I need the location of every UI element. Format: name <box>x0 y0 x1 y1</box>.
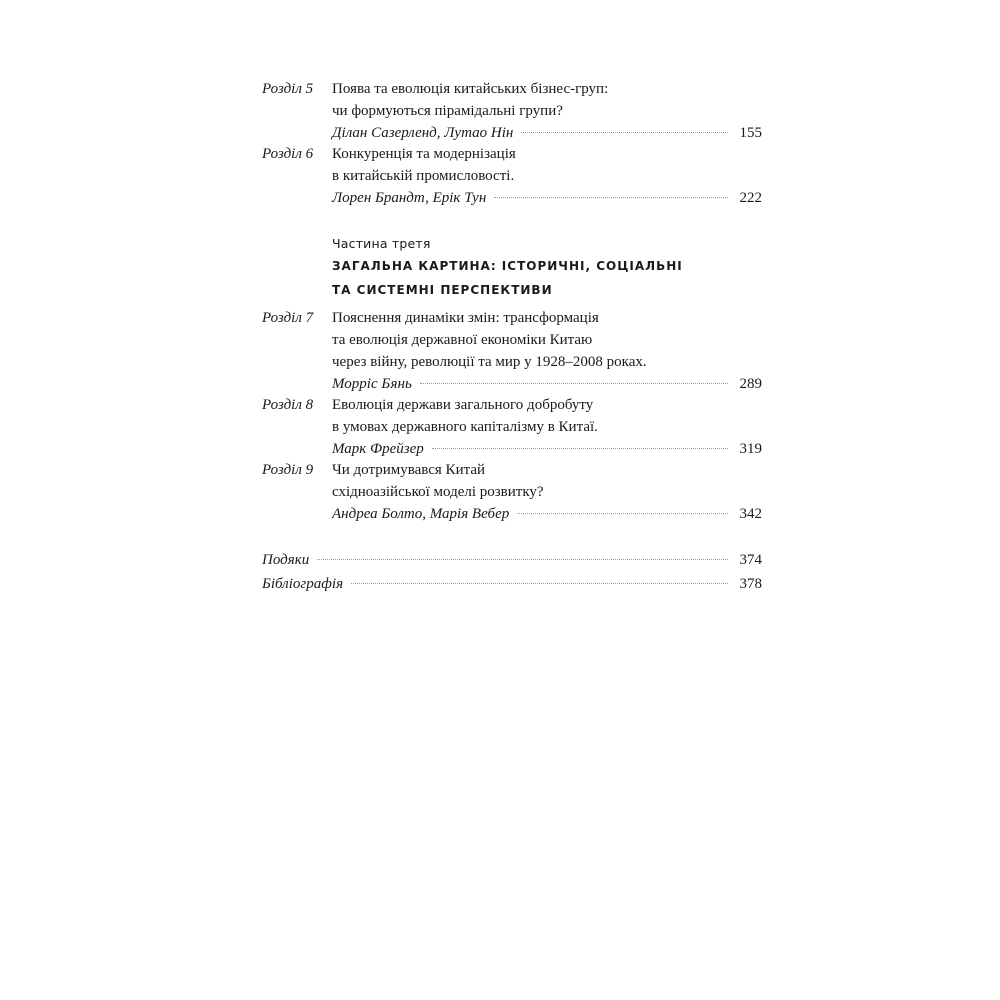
toc-entry-bibliography[interactable] <box>262 573 762 595</box>
chapter-title-line: через війну, революції та мир у 1928–2008 роках. <box>332 354 647 370</box>
chapter-body <box>332 459 762 525</box>
toc-entry-chapter-6[interactable] <box>262 143 762 209</box>
page-number: 319 <box>739 441 762 457</box>
chapter-author-row <box>332 503 762 525</box>
chapter-title-line: східноазійської моделі розвитку? <box>332 484 544 500</box>
dot-leader <box>351 583 728 584</box>
chapter-authors: Марк Фрейзер <box>332 441 424 457</box>
chapter-title-line: в умовах державного капіталізму в Китаї. <box>332 419 598 435</box>
chapter-author-row <box>332 438 762 460</box>
chapter-title-line: Поява та еволюція китайських бізнес-груп: <box>332 81 609 97</box>
toc-entry-acknowledgements[interactable] <box>262 549 762 571</box>
toc-entry-chapter-7[interactable] <box>262 307 762 395</box>
chapter-number: Розділ 7 <box>262 310 314 326</box>
chapter-title-line: та еволюція державної економіки Китаю <box>332 332 593 348</box>
chapter-title-line: в китайській промисловості. <box>332 168 515 184</box>
chapter-title-line: чи формуються пірамідальні групи? <box>332 103 563 119</box>
page-number: 378 <box>739 576 762 592</box>
chapter-author-row <box>332 373 762 395</box>
chapter-body <box>332 78 762 144</box>
end-matter-label: Подяки <box>262 552 310 568</box>
chapter-authors: Морріс Бянь <box>332 376 412 392</box>
dot-leader <box>317 559 728 560</box>
page-number: 222 <box>739 190 762 206</box>
chapter-author-row <box>332 122 762 144</box>
page-number: 374 <box>739 552 762 568</box>
chapter-body <box>332 143 762 209</box>
chapter-number: Розділ 9 <box>262 462 314 478</box>
dot-leader <box>420 383 728 384</box>
chapter-author-row <box>332 187 762 209</box>
chapter-authors: Ділан Сазерленд, Лутао Нін <box>332 125 514 141</box>
toc-entry-chapter-5[interactable] <box>262 78 762 144</box>
chapter-number: Розділ 5 <box>262 81 314 97</box>
chapter-title-line: Чи дотримувався Китай <box>332 462 486 478</box>
part-heading <box>332 234 762 302</box>
chapter-number: Розділ 6 <box>262 146 314 162</box>
end-matter-row <box>262 573 762 595</box>
part-title-line: ТА СИСТЕМНІ ПЕРСПЕКТИВИ <box>332 283 553 297</box>
page-number: 289 <box>739 376 762 392</box>
chapter-title-line: Конкуренція та модернізація <box>332 146 516 162</box>
chapter-title-line: Еволюція держави загального добробуту <box>332 397 594 413</box>
page-number: 155 <box>739 125 762 141</box>
dot-leader <box>432 448 728 449</box>
toc-entry-chapter-8[interactable] <box>262 394 762 460</box>
dot-leader <box>521 132 728 133</box>
chapter-authors: Андреа Болто, Марія Вебер <box>332 506 510 522</box>
chapter-authors: Лорен Брандт, Ерік Тун <box>332 190 487 206</box>
chapter-title-line: Пояснення динаміки змін: трансформація <box>332 310 599 326</box>
chapter-body <box>332 307 762 395</box>
part-label: Частина третя <box>332 236 431 251</box>
end-matter-row <box>262 549 762 571</box>
dot-leader <box>494 197 728 198</box>
page-number: 342 <box>739 506 762 522</box>
chapter-body <box>332 394 762 460</box>
toc-entry-chapter-9[interactable] <box>262 459 762 525</box>
chapter-number: Розділ 8 <box>262 397 314 413</box>
dot-leader <box>517 513 728 514</box>
part-title-line: ЗАГАЛЬНА КАРТИНА: ІСТОРИЧНІ, СОЦІАЛЬНІ <box>332 259 683 273</box>
end-matter-label: Бібліографія <box>262 576 344 592</box>
